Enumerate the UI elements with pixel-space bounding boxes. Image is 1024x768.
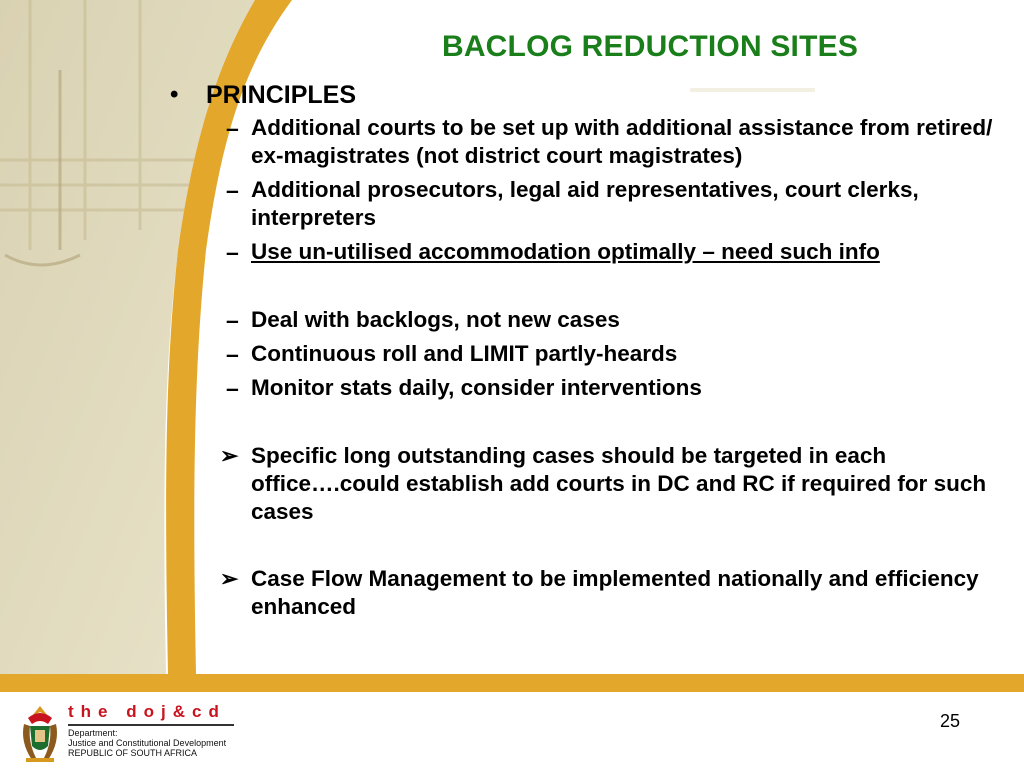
brand-wordmark: the doj&cd <box>68 702 226 721</box>
slide-title: BACLOG REDUCTION SITES <box>441 30 859 63</box>
page-number: 25 <box>940 711 961 731</box>
list-item-text: Monitor stats daily, consider interventions <box>251 375 702 400</box>
bullet-dot-icon: • <box>170 81 179 108</box>
country-name: REPUBLIC OF SOUTH AFRICA <box>68 748 198 758</box>
list-item-text: Use un-utilised accommodation optimally – need such info <box>251 239 880 264</box>
list-item <box>160 306 1015 334</box>
slide-body <box>160 78 1015 621</box>
department-label: Department: <box>68 728 118 738</box>
footer-accent-bar <box>0 674 1024 692</box>
department-text <box>68 728 226 758</box>
arrow-bullet-icon: ➢ <box>220 566 239 591</box>
list-item <box>160 176 1015 232</box>
list-item <box>160 340 1015 368</box>
list-item-text: Deal with backlogs, not new cases <box>251 307 620 332</box>
list-item <box>160 442 1015 526</box>
principles-label: PRINCIPLES <box>206 81 357 109</box>
list-item-text: Case Flow Management to be implemented nationally and efficiency enhanced <box>251 566 979 619</box>
list-item-text: Additional courts to be set up with additional assistance from retired/ ex-magistrates (not district court magistrates) <box>251 115 993 168</box>
principles-item <box>160 78 1015 112</box>
brand-divider <box>68 724 234 726</box>
list-item <box>160 238 1015 266</box>
dash-icon: – <box>226 115 239 141</box>
dash-icon: – <box>226 307 239 333</box>
dash-icon: – <box>226 341 239 367</box>
arrow-bullet-icon: ➢ <box>220 443 239 468</box>
dash-icon: – <box>226 375 239 401</box>
dash-icon: – <box>226 239 239 265</box>
list-item <box>160 374 1015 402</box>
dash-icon: – <box>226 177 239 203</box>
list-item-text: Continuous roll and LIMIT partly-heards <box>251 341 678 366</box>
list-item <box>160 565 1015 621</box>
department-name: Justice and Constitutional Development <box>68 738 227 748</box>
list-item-text: Specific long outstanding cases should be targeted in each office….could establish add courts in DC and RC if required for such cases <box>251 443 987 524</box>
list-item <box>160 114 1015 170</box>
list-item-text: Additional prosecutors, legal aid representatives, court clerks, interpreters <box>251 177 919 230</box>
